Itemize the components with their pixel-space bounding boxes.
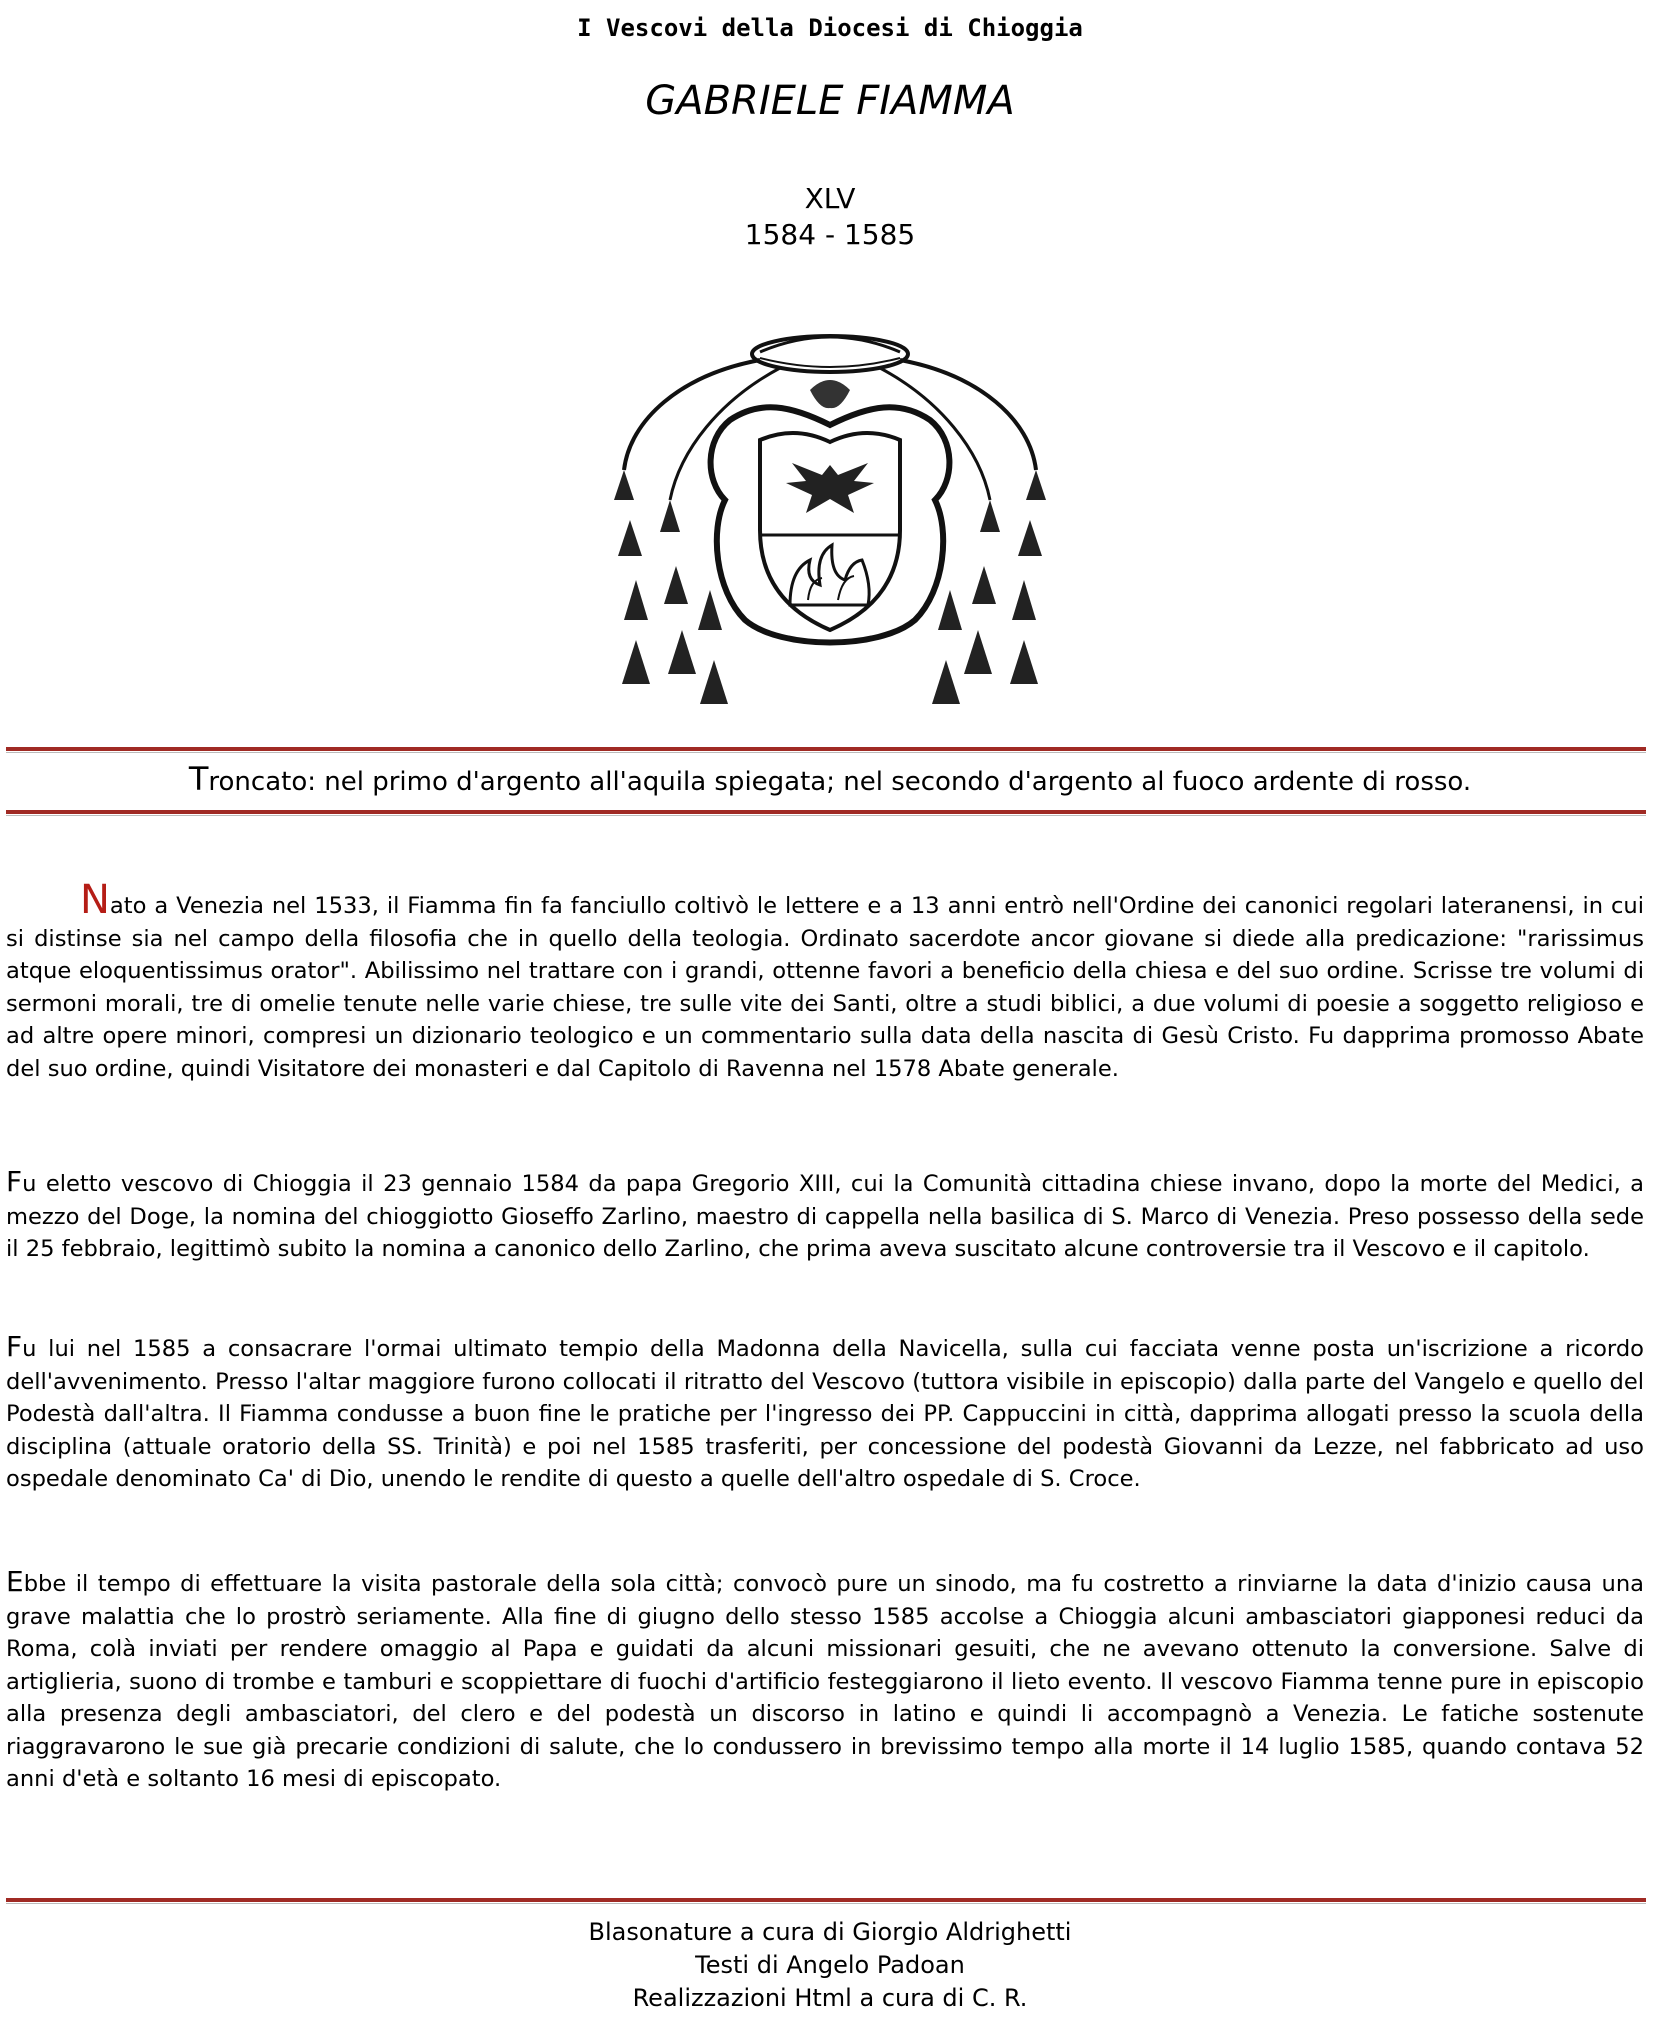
- biography-paragraph-4: Ebbe il tempo di effettuare la visita pastorale della sola città; convocò pure un sinodo, ma fu costretto a rinviarne la data d'inizio causa una grave malattia che lo prostrò seriamente. Alla fine di giugno dello stesso 1585 accolse a Chioggia alcuni ambasciatori giapponesi reduci da Roma, colà inviati per rendere omaggio al Papa e guidati da alcuni missionari gesuiti, che ne avevano ottenuto la conversione. Salve di artiglieria, suono di trombe e tamburi e scoppiettare di fuochi d'artificio festeggiarono il lieto evento. Il vescovo Fiamma tenne pure in episcopio alla presenza degli ambasciatori, del clero e del podestà un discorso in latino e quindi li accompagnò a Venezia. Le fatiche sostenute riaggravarono le sue già precarie condizioni di salute, che lo condussero in brevissimo tempo alla morte il 14 luglio 1585, quando contava 52 anni d'età e soltanto 16 mesi di episcopato.: [6, 1565, 1644, 1792]
- biography-paragraph-2: Fu eletto vescovo di Chioggia il 23 gennaio 1584 da papa Gregorio XIII, cui la Comunità cittadina chiese invano, dopo la morte del Medici, a mezzo del Doge, la nomina del chioggiotto Gioseffo Zarlino, maestro di cappella nella basilica di S. Marco di Venezia. Preso possesso della sede il 25 febbraio, legittimò subito la nomina a canonico dello Zarlino, che prima aveva suscitato alcune controversie tra il Vescovo e il capitolo.: [6, 1165, 1644, 1262]
- series-title: I Vescovi della Diocesi di Chioggia: [577, 14, 1083, 42]
- footer-divider: [6, 1898, 1646, 1902]
- biography-paragraph-1: Nato a Venezia nel 1533, il Fiamma fin fa fanciullo coltivò le lettere e a 13 anni entrò nell'Ordine dei canonici regolari lateranensi, in cui si distinse sia nel campo della filosofia che in quello della teologia. Ordinato sacerdote ancor giovane si diede alla predicazione: "rarissimus atque eloquentissimus orator". Abilissimo nel trattare con i grandi, ottenne favori a beneficio della chiesa e del suo ordine. Scrisse tre volumi di sermoni morali, tre di omelie tenute nelle varie chiese, tre sulle vite dei Santi, oltre a studi biblici, a due volumi di poesie a soggetto religioso e ad altre opere minori, compresi un dizionario teologico e un commentario sulla data della nascita di Gesù Cristo. Fu dapprima promosso Abate del suo ordine, quindi Visitatore dei monasteri e dal Capitolo di Ravenna nel 1578 Abate generale.: [6, 877, 1644, 1082]
- paragraph-initial: F: [6, 1330, 23, 1363]
- html-credit: Realizzazioni Html a cura di C. R.: [632, 1984, 1028, 2012]
- bishop-number: XLV: [804, 182, 856, 215]
- paragraph-initial: F: [6, 1165, 23, 1198]
- drop-cap: N: [80, 877, 110, 923]
- bishop-name: GABRIELE FIAMMA: [645, 78, 1015, 124]
- blazon-initial: T: [188, 760, 209, 798]
- episcopate-years: 1584 - 1585: [744, 218, 916, 251]
- blazon-text: [0, 760, 1660, 798]
- blazon-body: roncato: nel primo d'argento all'aquila spiegata; nel secondo d'argento al fuoco ardente di rosso.: [208, 767, 1472, 797]
- blazon-credit: Blasonature a cura di Giorgio Aldrighetti: [588, 1918, 1072, 1946]
- blazon-divider: [6, 810, 1646, 814]
- episcopal-coat-of-arms-icon: [610, 330, 1050, 730]
- paragraph-initial: E: [6, 1565, 24, 1598]
- text-credit: Testi di Angelo Padoan: [695, 1951, 965, 1979]
- biography-paragraph-3: Fu lui nel 1585 a consacrare l'ormai ultimato tempio della Madonna della Navicella, sulla cui facciata venne posta un'iscrizione a ricordo dell'avvenimento. Presso l'altar maggiore furono collocati il ritratto del Vescovo (tuttora visibile in episcopio) dalla parte del Vangelo e quello del Podestà dall'altra. Il Fiamma condusse a buon fine le pratiche per l'ingresso dei PP. Cappuccini in città, dapprima allogati presso la scuola della disciplina (attuale oratorio della SS. Trinità) e poi nel 1585 trasferiti, per concessione del podestà Giovanni da Lezze, nel fabbricato ad uso ospedale denominato Ca' di Dio, unendo le rendite di questo a quelle dell'altro ospedale di S. Croce.: [6, 1330, 1644, 1492]
- top-divider: [6, 747, 1646, 751]
